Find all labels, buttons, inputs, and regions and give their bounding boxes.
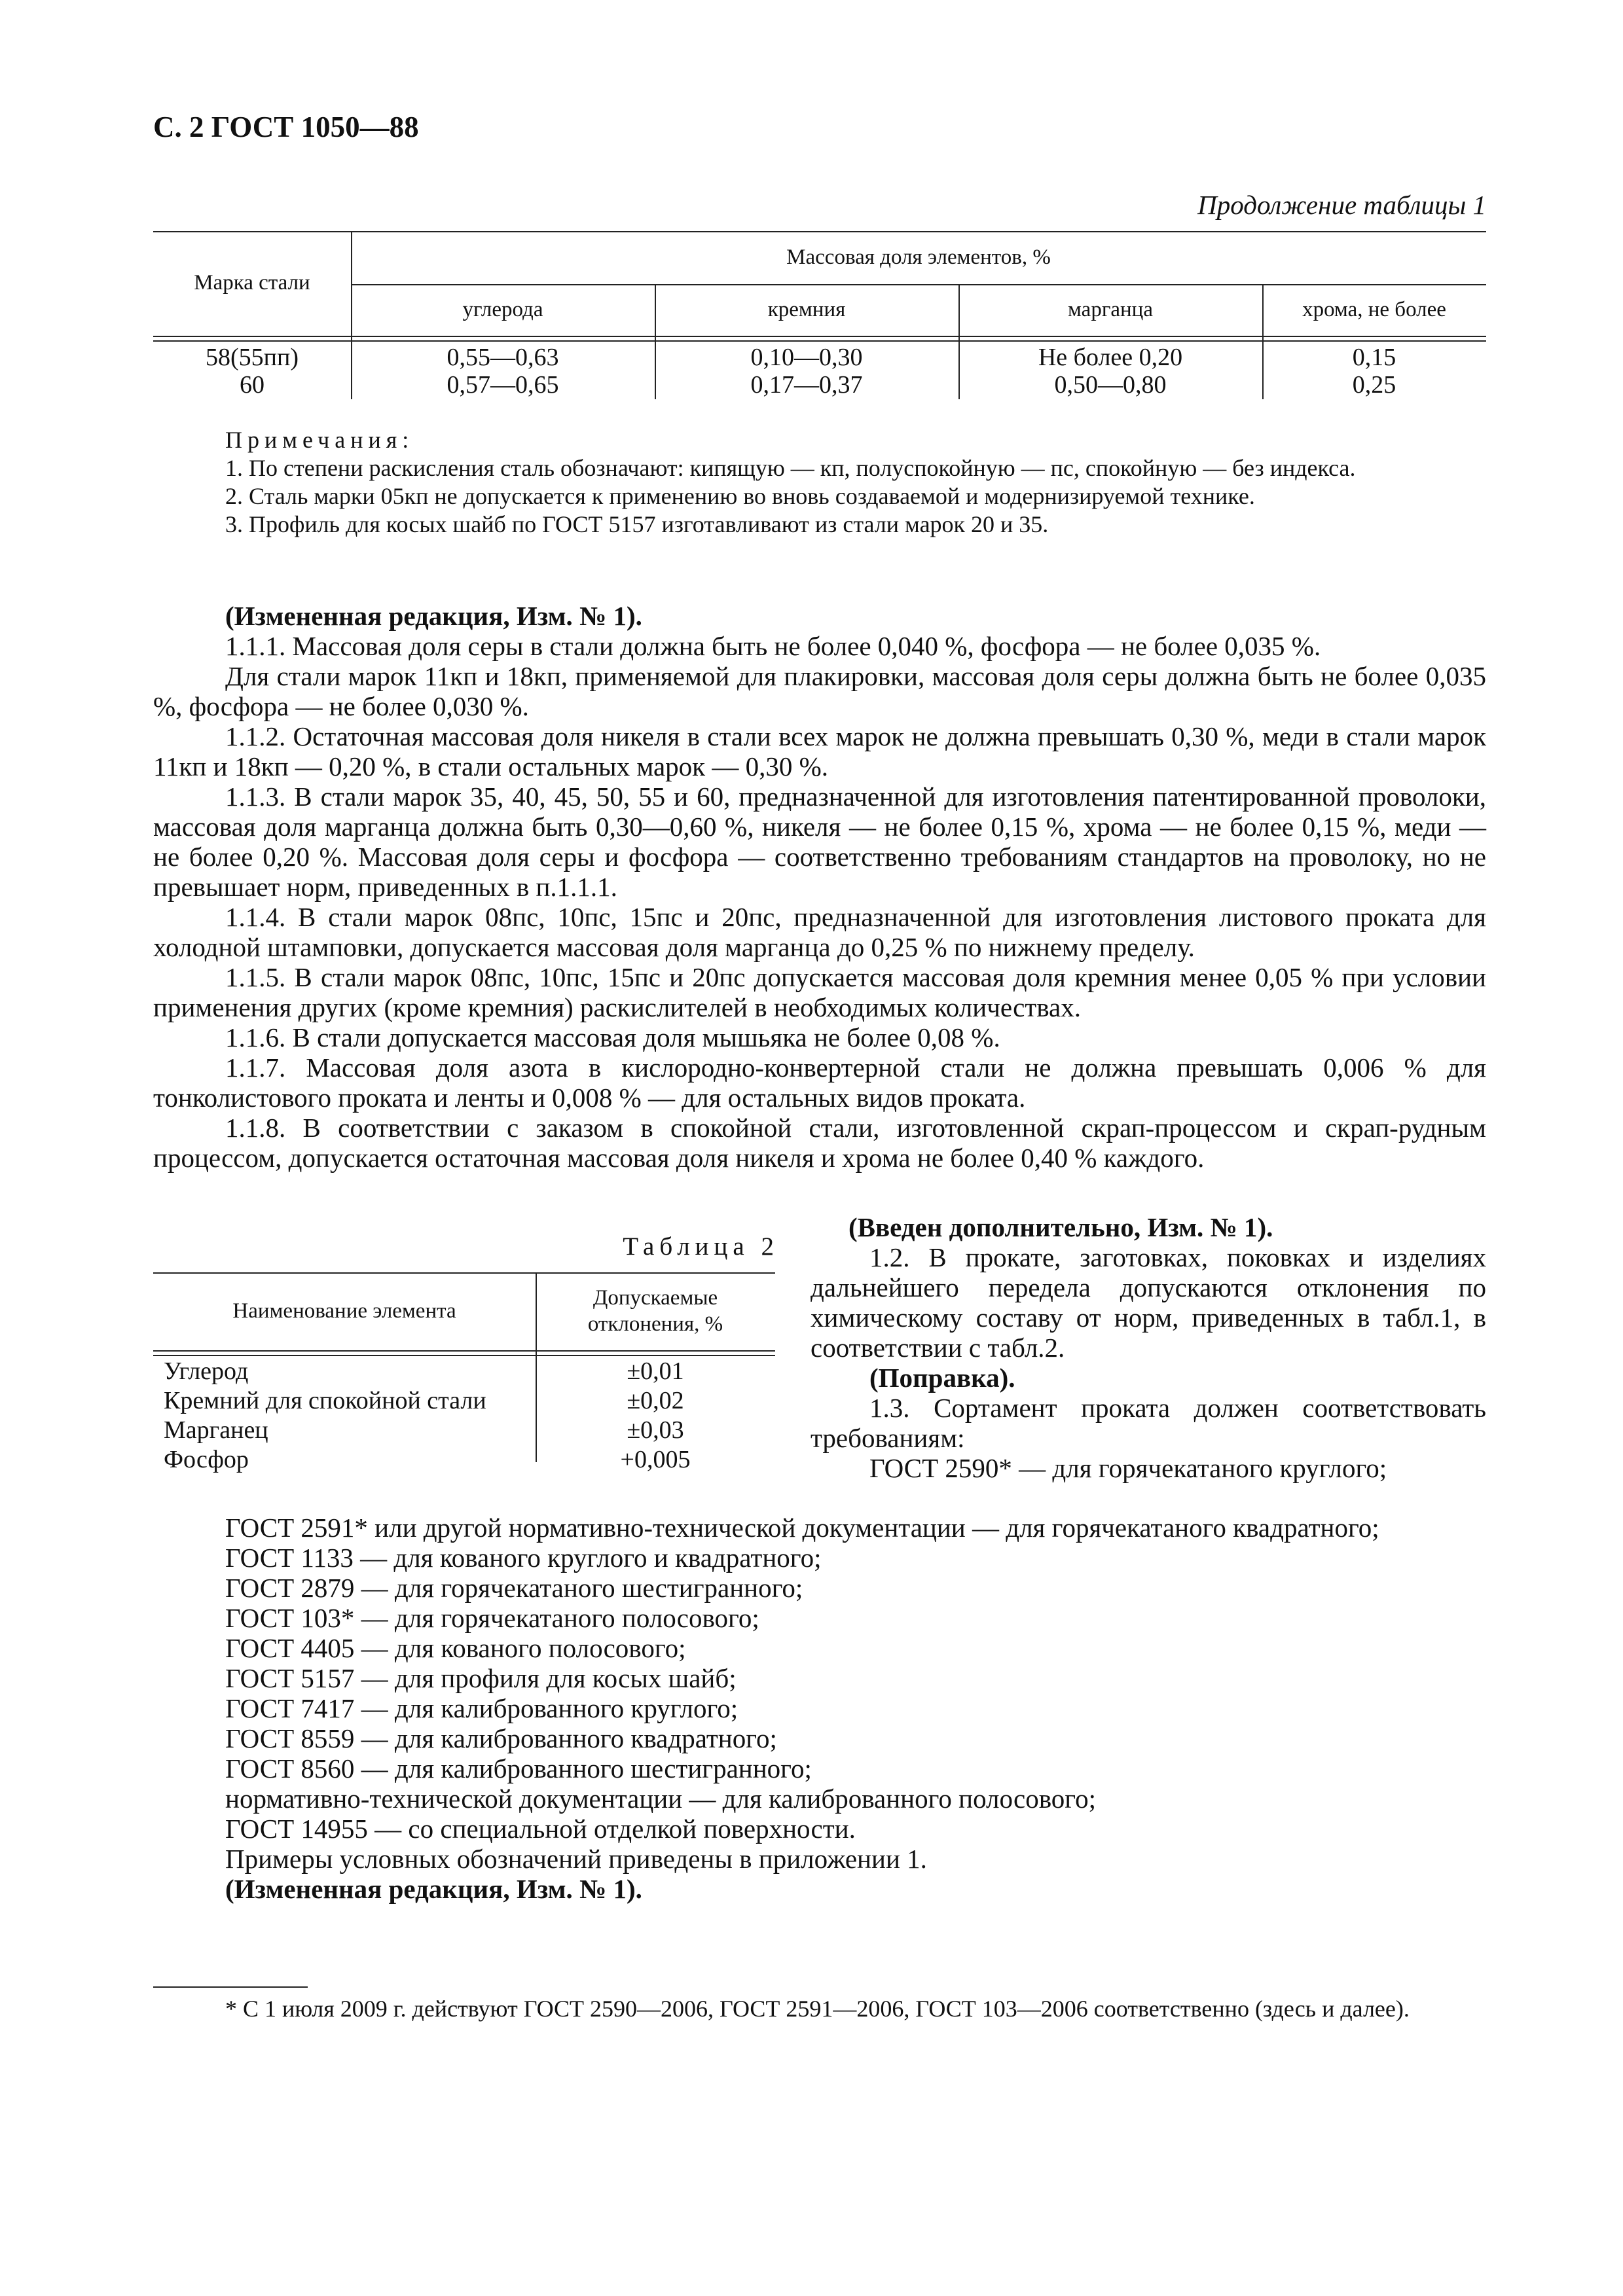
table-row-2-si: 0,17—0,37 [750,371,863,399]
para-1-1-1-b: Для стали марок 11кп и 18кп, применяемой для плакировки, массовая доля серы должна быть не более 0,035 %, фосфора — не более 0,030 %. [153,661,1486,721]
footnote [153,1994,1486,2023]
note-3: 3. Профиль для косых шайб по ГОСТ 5157 изготавливают из стали марок 20 и 35. [225,511,1049,537]
list-item: ГОСТ 2879 — для горячекатаного шестигранного; [225,1573,803,1603]
col-chromium: хрома, не более [1302,297,1446,321]
main-text [153,601,1486,1173]
para-1-1-4: 1.1.4. В стали марок 08пс, 10пс, 15пс и 20пс, предназначенной для изготовления листового проката для холодной штамповки, допускается массовая доля марганца до 0,25 % по нижнему пределу. [153,902,1486,962]
table-row-1-cr: 0,15 [1352,344,1396,371]
footnote-rule [153,1986,308,1988]
notes-title: Примечания: [225,427,414,453]
note-2: 2. Сталь марки 05кп не допускается к применению во вновь создаваемой и модернизируемой технике. [225,483,1255,509]
table-row-2-c: 0,57—0,65 [447,371,559,399]
table-2-col1-header: Наименование элемента [232,1299,456,1323]
grade-header: Марка стали [194,271,310,295]
mass-fraction-header: Массовая доля элементов, % [786,245,1051,269]
right-column-text [811,1212,1486,1483]
para-1-2: 1.2. В прокате, заготовках, поковках и изделиях дальнейшего передела допускаются отклонения по химическому составу от норм, приведенных в табл.1, в соответствии с табл.2. [811,1242,1486,1363]
table-2-row-2-value: ±0,02 [627,1387,684,1414]
list-item: Примеры условных обозначений приведены в приложении 1. [225,1844,927,1874]
correction-note: (Поправка). [869,1363,1015,1393]
para-1-1-1: 1.1.1. Массовая доля серы в стали должна быть не более 0,040 %, фосфора — не более 0,035 %. [225,631,1321,661]
para-1-1-2: 1.1.2. Остаточная массовая доля никеля в стали всех марок не должна превышать 0,30 %, меди в стали марок 11кп и 18кп — 0,20 %, в стали остальных марок — 0,30 %. [153,721,1486,781]
note-1: 1. По степени раскисления сталь обозначают: кипящую — кп, полуспокойную — пс, спокойную — без индекса. [225,455,1356,481]
list-item: ГОСТ 1133 — для кованого круглого и квадратного; [225,1543,822,1573]
para-1-1-6: 1.1.6. В стали допускается массовая доля мышьяка не более 0,08 %. [225,1022,1000,1052]
table-row-1-grade: 58(55пп) [206,344,299,371]
table-2-row-4-name: Фосфор [164,1446,249,1473]
changed-edition-1: (Измененная редакция, Изм. № 1). [225,601,642,631]
list-item: ГОСТ 8560 — для калиброванного шестигранного; [225,1753,812,1784]
list-item: ГОСТ 2591* или другой нормативно-технической документации — для горячекатаного квадратного; [225,1513,1379,1543]
para-1-1-7: 1.1.7. Массовая доля азота в кислородно-конвертерной стали не должна превышать 0,006 % для тонколистового проката и ленты и 0,008 % — для остальных видов проката. [153,1052,1486,1113]
changed-edition-2: (Измененная редакция, Изм. № 1). [225,1874,642,1904]
table-row-2-mn: 0,50—0,80 [1054,371,1167,399]
introduced-note: (Введен дополнительно, Изм. № 1). [848,1212,1273,1242]
table-row-1-c: 0,55—0,63 [447,344,559,371]
list-item: ГОСТ 103* — для горячекатаного полосового; [225,1603,759,1633]
list-item: нормативно-технической документации — для калиброванного полосового; [225,1784,1096,1814]
list-item: ГОСТ 14955 — со специальной отделкой поверхности. [225,1814,856,1844]
table-2-row-3-value: ±0,03 [627,1416,684,1444]
col-carbon: углерода [462,297,543,321]
list-item: ГОСТ 8559 — для калиброванного квадратного; [225,1723,777,1753]
table-2-col2-header: Допускаемые отклонения, % [587,1285,723,1336]
table-row-1-mn: Не более 0,20 [1038,344,1183,371]
table-2-row-4-value: +0,005 [620,1446,691,1473]
table-row-2-grade: 60 [240,371,264,399]
table-2-caption: Таблица 2 [623,1232,779,1261]
notes-block [153,426,1486,539]
table-2-row-1-value: ±0,01 [627,1357,684,1385]
table-2-row-2-name: Кремний для спокойной стали [164,1387,486,1414]
table-row-2-cr: 0,25 [1352,371,1396,399]
list-item: ГОСТ 4405 — для кованого полосового; [225,1633,686,1663]
table-2-row-3-name: Марганец [164,1416,268,1444]
list-item: ГОСТ 7417 — для калиброванного круглого; [225,1693,739,1723]
table-continuation-label: Продолжение таблицы 1 [1197,190,1486,220]
table-2-row-1-name: Углерод [164,1357,249,1385]
col-silicon: кремния [767,297,846,321]
para-1-1-5: 1.1.5. В стали марок 08пс, 10пс, 15пс и 20пс допускается массовая доля кремния менее 0,05 % при условии применения других (кроме кремния) раскислителей в необходимых количествах. [153,962,1486,1022]
standards-list [153,1513,1486,1904]
page-header: С. 2 ГОСТ 1050—88 [153,111,419,143]
footnote-text: * С 1 июля 2009 г. действуют ГОСТ 2590—2006, ГОСТ 2591—2006, ГОСТ 103—2006 соответственно (здесь и далее). [225,1996,1410,2022]
para-1-1-3: 1.1.3. В стали марок 35, 40, 45, 50, 55 и 60, предназначенной для изготовления патентированной проволоки, массовая доля марганца должна быть 0,30—0,60 %, никеля — не более 0,15 %, хрома — не более 0,15 %, меди — не более 0,20 %. Массовая доля серы и фосфора — соответственно требованиям стандартов на проволоку, но не превышает норм, приведенных в п.1.1.1. [153,781,1486,902]
para-1-3: 1.3. Сортамент проката должен соответствовать требованиям: [811,1393,1486,1453]
para-1-1-8: 1.1.8. В соответствии с заказом в спокойной стали, изготовленной скрап-процессом и скрап-рудным процессом, допускается остаточная массовая доля никеля и хрома не более 0,40 % каждого. [153,1113,1486,1173]
list-item-gost-2590: ГОСТ 2590* — для горячекатаного круглого; [869,1453,1387,1483]
list-item: ГОСТ 5157 — для профиля для косых шайб; [225,1663,737,1693]
col-manganese: марганца [1068,297,1153,321]
table-row-1-si: 0,10—0,30 [750,344,863,371]
